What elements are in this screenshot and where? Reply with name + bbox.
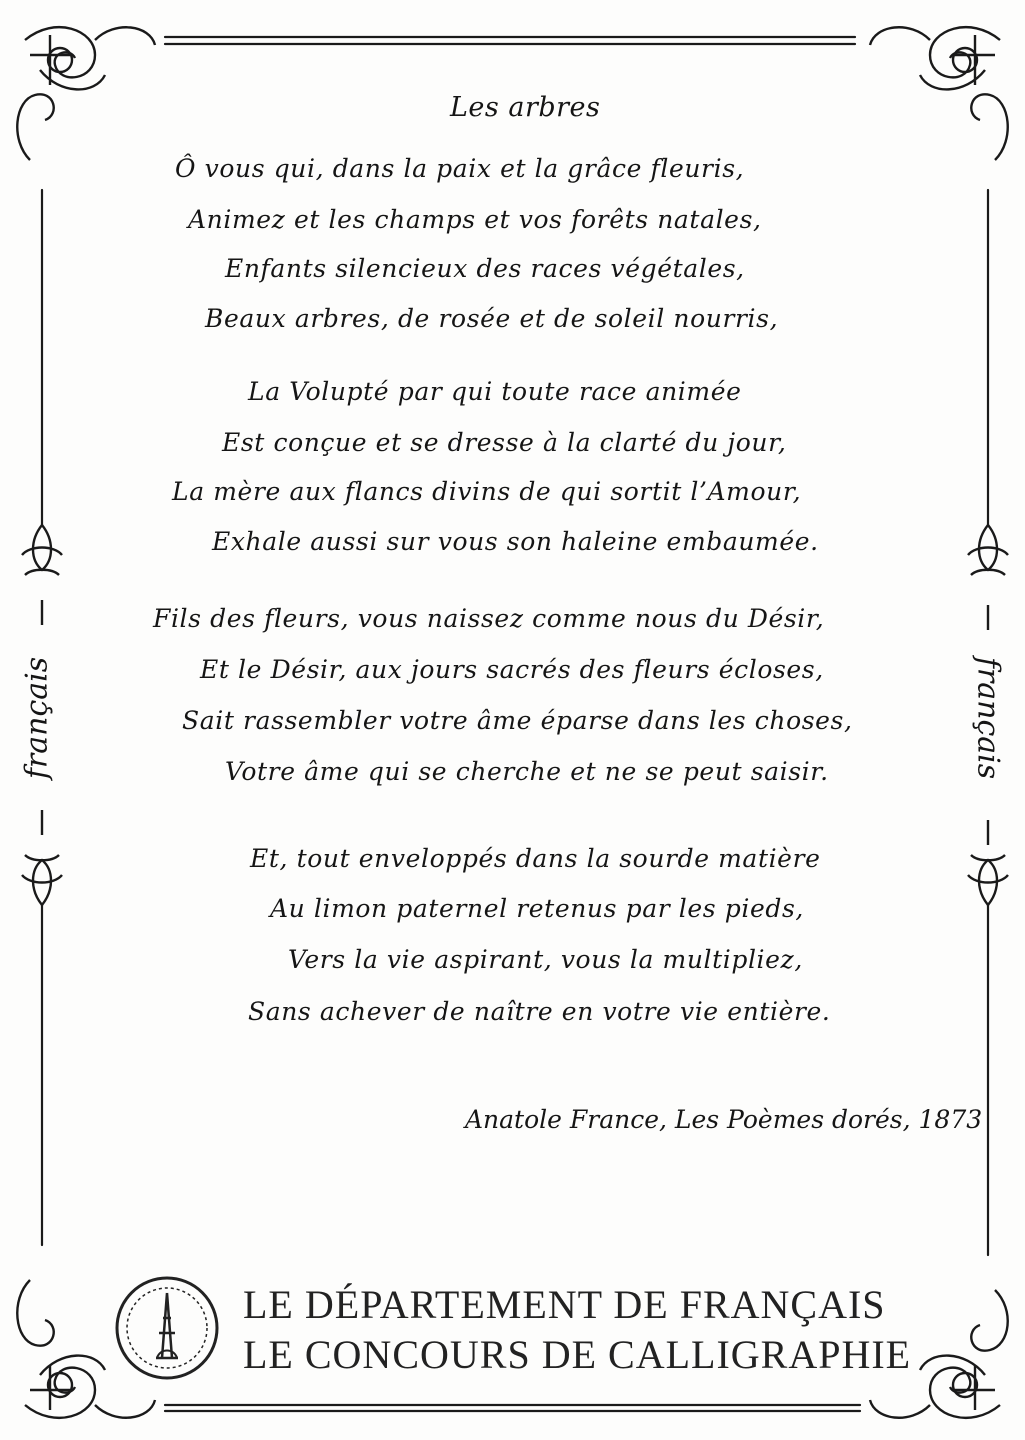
poem-line: La Volupté par qui toute race animée xyxy=(248,377,742,406)
poem-line: Sans achever de naître en votre vie entière. xyxy=(248,997,831,1026)
poem-line: Est conçue et se dresse à la clarté du jour, xyxy=(222,428,787,457)
corner-ornament-top-left xyxy=(17,27,155,160)
poem-line: Enfants silencieux des races végétales, xyxy=(225,254,745,283)
side-word-left: français xyxy=(19,656,55,780)
poem-line: Votre âme qui se cherche et ne se peut saisir. xyxy=(225,757,829,786)
side-fleuron-left-top xyxy=(22,525,62,625)
side-fleuron-right-top xyxy=(968,525,1008,630)
corner-ornament-top-right xyxy=(870,27,1008,160)
poem-line: Exhale aussi sur vous son haleine embaumée. xyxy=(212,527,819,556)
poem-line: Sait rassembler votre âme éparse dans les choses, xyxy=(182,706,853,735)
seal-stamp xyxy=(112,1273,222,1383)
side-fleuron-left-bottom xyxy=(22,810,62,905)
poem-line: Fils des fleurs, vous naissez comme nous du Désir, xyxy=(153,604,825,633)
side-fleuron-right-bottom xyxy=(968,820,1008,905)
poem-line: Beaux arbres, de rosée et de soleil nourris, xyxy=(205,304,779,333)
footer-title xyxy=(243,1280,911,1380)
footer-line-contest: LE CONCOURS DE CALLIGRAPHIE xyxy=(243,1332,912,1377)
side-word-right: français xyxy=(970,656,1006,780)
poem-line: Au limon paternel retenus par les pieds, xyxy=(270,894,804,923)
poem-line: Ô vous qui, dans la paix et la grâce fleuris, xyxy=(175,154,745,183)
poem-line: Vers la vie aspirant, vous la multipliez, xyxy=(288,945,803,974)
poem-title: Les arbres xyxy=(450,92,601,123)
poem-line: Et le Désir, aux jours sacrés des fleurs écloses, xyxy=(200,655,824,684)
poem-line: Animez et les champs et vos forêts natales, xyxy=(188,205,762,234)
footer-line-department: LE DÉPARTEMENT DE FRANÇAIS xyxy=(243,1282,886,1327)
poem-line: Et, tout enveloppés dans la sourde matière xyxy=(250,844,821,873)
poem-line: La mère aux flancs divins de qui sortit l’Amour, xyxy=(172,477,802,506)
poem-signature: Anatole France, Les Poèmes dorés, 1873 xyxy=(465,1105,983,1134)
